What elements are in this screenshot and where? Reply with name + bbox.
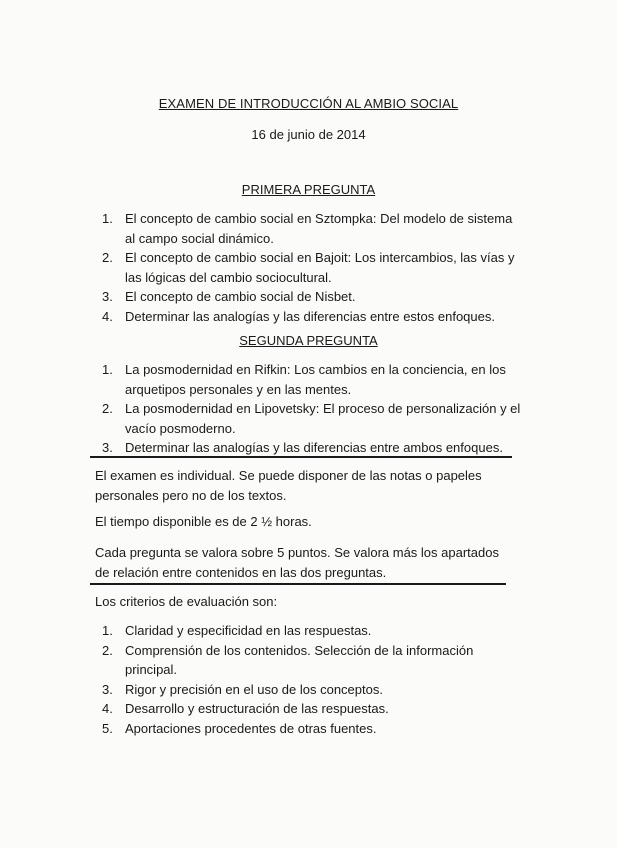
item-number: 3. bbox=[102, 440, 113, 455]
divider-line bbox=[90, 456, 512, 458]
section2-list bbox=[102, 360, 522, 458]
item-text: Aportaciones procedentes de otras fuentes. bbox=[125, 720, 377, 736]
list-item bbox=[102, 248, 522, 287]
item-number: 3. bbox=[102, 289, 113, 304]
item-number: 3. bbox=[102, 681, 113, 697]
list-item bbox=[102, 438, 522, 458]
instructions-paragraph-1: El examen es individual. Se puede disponer de las notas o papeles personales pero no de los textos. bbox=[95, 468, 482, 503]
item-text: El concepto de cambio social en Bajoit: Los intercambios, las vías y las lógicas del cambio sociocultural. bbox=[125, 250, 515, 285]
section2-heading: SEGUNDA PREGUNTA bbox=[239, 333, 378, 348]
list-item bbox=[102, 399, 522, 438]
item-number: 1. bbox=[102, 362, 113, 377]
criteria-list bbox=[102, 621, 522, 738]
item-number: 5. bbox=[102, 720, 113, 736]
item-number: 2. bbox=[102, 642, 113, 658]
item-text: La posmodernidad en Lipovetsky: El proceso de personalización y el vacío posmoderno. bbox=[125, 401, 521, 436]
item-number: 1. bbox=[102, 211, 113, 226]
item-text: Rigor y precisión en el uso de los conceptos. bbox=[125, 681, 383, 697]
item-number: 4. bbox=[102, 701, 113, 716]
list-item bbox=[102, 621, 522, 641]
item-number: 1. bbox=[102, 623, 113, 638]
section1-list bbox=[102, 209, 522, 326]
item-text: El concepto de cambio social en Sztompka: Del modelo de sistema al campo social dinámico. bbox=[125, 211, 513, 246]
list-item bbox=[102, 680, 522, 700]
item-text: La posmodernidad en Rifkin: Los cambios en la conciencia, en los arquetipos personales y en las mentes. bbox=[125, 362, 506, 397]
instructions-paragraph-3: Cada pregunta se valora sobre 5 puntos. Se valora más los apartados de relación entre contenidos en las dos preguntas. bbox=[95, 545, 499, 580]
item-text: Comprensión de los contenidos. Selección de la información principal. bbox=[125, 642, 474, 677]
item-text: Claridad y especificidad en las respuestas. bbox=[125, 623, 372, 638]
exam-title: EXAMEN DE INTRODUCCIÓN AL AMBIO SOCIAL bbox=[158, 96, 459, 111]
list-item bbox=[102, 307, 522, 327]
item-number: 2. bbox=[102, 250, 113, 265]
section1-heading: PRIMERA PREGUNTA bbox=[241, 182, 376, 197]
exam-date: 16 de junio de 2014 bbox=[251, 127, 366, 142]
item-text: Determinar las analogías y las diferencias entre estos enfoques. bbox=[125, 308, 495, 324]
list-item bbox=[102, 719, 522, 739]
item-text: Determinar las analogías y las diferencias entre ambos enfoques. bbox=[125, 440, 503, 455]
list-item bbox=[102, 699, 522, 719]
item-text: El concepto de cambio social de Nisbet. bbox=[125, 289, 356, 304]
list-item bbox=[102, 209, 522, 248]
item-text: Desarrollo y estructuración de las respuestas. bbox=[125, 701, 389, 716]
criteria-intro: Los criterios de evaluación son: bbox=[95, 594, 278, 609]
list-item bbox=[102, 360, 522, 399]
list-item bbox=[102, 641, 522, 680]
item-number: 4. bbox=[102, 308, 113, 324]
instructions-paragraph-2: El tiempo disponible es de 2 ½ horas. bbox=[95, 514, 312, 529]
divider-line bbox=[90, 583, 506, 585]
list-item bbox=[102, 287, 522, 307]
item-number: 2. bbox=[102, 401, 113, 416]
